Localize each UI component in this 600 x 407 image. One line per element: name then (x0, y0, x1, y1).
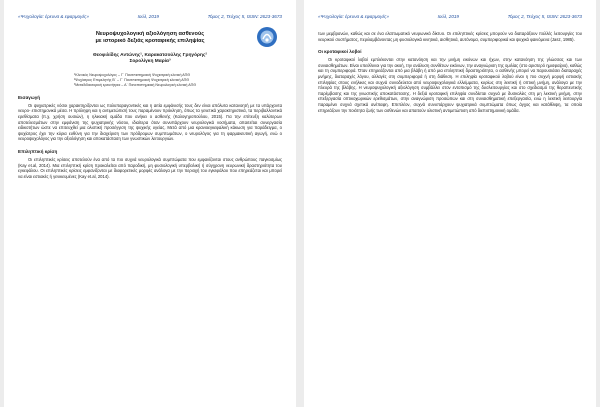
running-head-right (318, 14, 582, 19)
authors (18, 53, 282, 66)
section-heading-temporal-lobes: Οι κροταφικοί λοβοί (318, 49, 362, 55)
right-page (304, 0, 596, 407)
title-line-2: με ιστορικό δεξιάς κροταφικής επιληψίας (95, 38, 205, 44)
affiliations (74, 73, 282, 88)
journal-logo-icon (256, 26, 278, 48)
title-line-1: Νευροψυχολογική αξιολόγηση ασθενούς (95, 31, 205, 37)
journal-name: «Ψυχολογία: έρευνα & εφαρμογές» (18, 14, 90, 19)
page-gutter (296, 0, 304, 407)
issue-date: Ιούλ, 2019 (137, 14, 159, 19)
affiliation-1: ¹Κλινικός Νευροψυχολόγος – Γ΄ Πανεπιστημιακή Ψυχιατρική κλινική ΑΠΘ (74, 72, 191, 77)
volume-issn: Τόμος 2, Τεύχος 5, ISSN: 2623-3673 (507, 14, 582, 19)
article-title (26, 31, 274, 45)
seizure-paragraph: Οι επιληπτικές κρίσεις αποτελούν ένα από τα πιο συχνά νευρολογικά συμπτώματα που εμφανίζονται στους ανθρώπους παγκοσμίως (Kay et.al, 2014). Μια επιληπτική κρίση προκαλείται από παροδική, μη φυσιολογική υπερβολική ή σύγχρονη νευρωνική δραστηριότητα του εγκεφάλου. Οι επιληπτικές κρίσεις εμφανίζονται με διαφορετικές μορφές ανάλογα με την περιοχή του εγκεφάλου που επηρεάζεται και μπορεί να είναι εστιακές ή γενικευμένες (Kay et.al, 2014). (18, 156, 282, 179)
temporal-lobes-paragraph: Οι κροταφικοί λοβοί εμπλέκονται στην κατανόηση και την μνήμη εικόνων και ήχων, στην κατανόηση της γλώσσας και των συναισθημάτων. Είναι υπεύθυνοι για την ακοή, την ανάλυση συνθέτων εικόνων, την αναγνώριση της ομιλίας (στο αριστερό ημισφαίριο), καθώς και τη συμπεριφορά. Όταν επηρεάζονται από μια βλάβη ή από μια επιληπτική δραστηριότητα, ο ασθενής μπορεί να παρουσιάσει διαταραχές μνήμης, διαταραχές λόγου, αλλαγές στη συμπεριφορά ή στη διάθεση. Η επιληψία κροταφικού λοβού είναι η πιο συχνή μορφή εστιακής επιληψίας στους ενήλικες και συχνά συνοδεύεται από νευροψυχολογικά ελλείμματα, κυρίως στη λεκτική ή οπτική μνήμη, ανάλογα με την πλευρά της βλάβης. Η νευροψυχολογική αξιολόγηση συμβάλλει στον εντοπισμό της δυσλειτουργίας και στο σχεδιασμό της θεραπευτικής παρέμβασης και της γνωστικής αποκατάστασης. Η δεξιά κροταφική επιληψία συνδέεται συχνά με δυσκολίες στη μη λεκτική μνήμη, στην επεξεργασία οπτικοχωρικών ερεθισμάτων, στην αναγνώριση προσώπων και στη συναισθηματική επεξεργασία, ενώ η λεκτική λειτουργία παραμένει συχνά σχετικά ανέπαφη. Επιπλέον, συχνά συνυπάρχουν ψυχιατρικά συμπτώματα όπως άγχος και κατάθλιψη, τα οποία επηρεάζουν την ποιότητα ζωής των ασθενών και απαιτούν ολιστική αντιμετώπιση από διεπιστημονική ομάδα. (318, 57, 582, 113)
continued-paragraph: των μεμβρανών, καθώς και σε ένα ελαττωματικό νευρωνικό δίκτυο. Οι επιληπτικές κρίσεις μπορούν να διαταράξουν πολλές λειτουργίες του νευρικού συστήματος, περιλαμβάνοντας μη φυσιολογικά κινητικά, αισθητικά, αυτόνομα, συμπεριφορικά και ψυχικά φαινόμενα (Jasz, 1985). (318, 31, 582, 42)
issue-date: Ιούλ, 2019 (437, 14, 459, 19)
left-page (4, 0, 296, 407)
section-heading-seizure: Επιληπτική κρίση (18, 148, 58, 154)
journal-name: «Ψυχολογία: έρευνα & εφαρμογές» (318, 14, 390, 19)
section-heading-introduction: Εισαγωγή (18, 94, 41, 100)
affiliation-3: ³Μεταδιδακτορική ερευνήτρια – Α΄ Πανεπιστημιακή Νευρολογική κλινική ΑΠΘ (74, 82, 197, 87)
introduction-paragraph: Οι ψυχιατρικές νόσοι χαρακτηρίζονται ως πολυπαραγοντικές και η αιτία εμφάνισής τους δεν είναι απόλυτα κατανοητή με τα υπάρχοντα νευρο- επιστημονικά μέσα. Η πρόληψη και η αντιμετώπισή τους παραμένουν πρόκληση, όπως τα γενετικά χαρακτηριστικά, τα περιβαλλοντικά ερεθίσματα (π.χ. χρήση ουσιών), η ηλικιακή ομάδα που ανήκει ο ασθενής (Καλογηροπούλου, 2015). Για την επίτευξη καλύτερων αποτελεσμάτων στην εμφάνιση της ψυχιατρικής νόσου, ιδιαίτερα όταν συνυπάρχουν νευρολογικά νοσήματα, απαιτείται συνεργασία ειδικοτήτων ώστε να επιτευχθεί μια ολιστική προσέγγιση της ψυχικής υγείας. Μετά από μια κρανιοεγκεφαλική κάκωση για παράδειγμα, ο ψυχίατρος έχει την κύρια ευθύνη για την διαχείριση των πρόδρομων συμπτωμάτων, ο νευρολόγος για τη φαρμακευτική αγωγή, ενώ ο νευροψυχολόγος για την αξιολόγηση και αποκατάσταση των γνωστικών λειτουργιών. (18, 102, 282, 142)
volume-issn: Τόμος 2, Τεύχος 5, ISSN: 2623-3673 (207, 14, 282, 19)
authors-line-2: Σορολίγκη Μαρία³ (129, 59, 171, 65)
affiliation-2: ²Ψυχίατρος Επιμελητής Β΄ – Γ΄ Πανεπιστημιακή Ψυχιατρική κλινική ΑΠΘ (74, 77, 190, 82)
running-head-left (18, 14, 282, 19)
authors-line-1: Θεοφιλίδης Αντώνης¹, Καρακατσούλης Γρηγόρης² (92, 53, 208, 58)
